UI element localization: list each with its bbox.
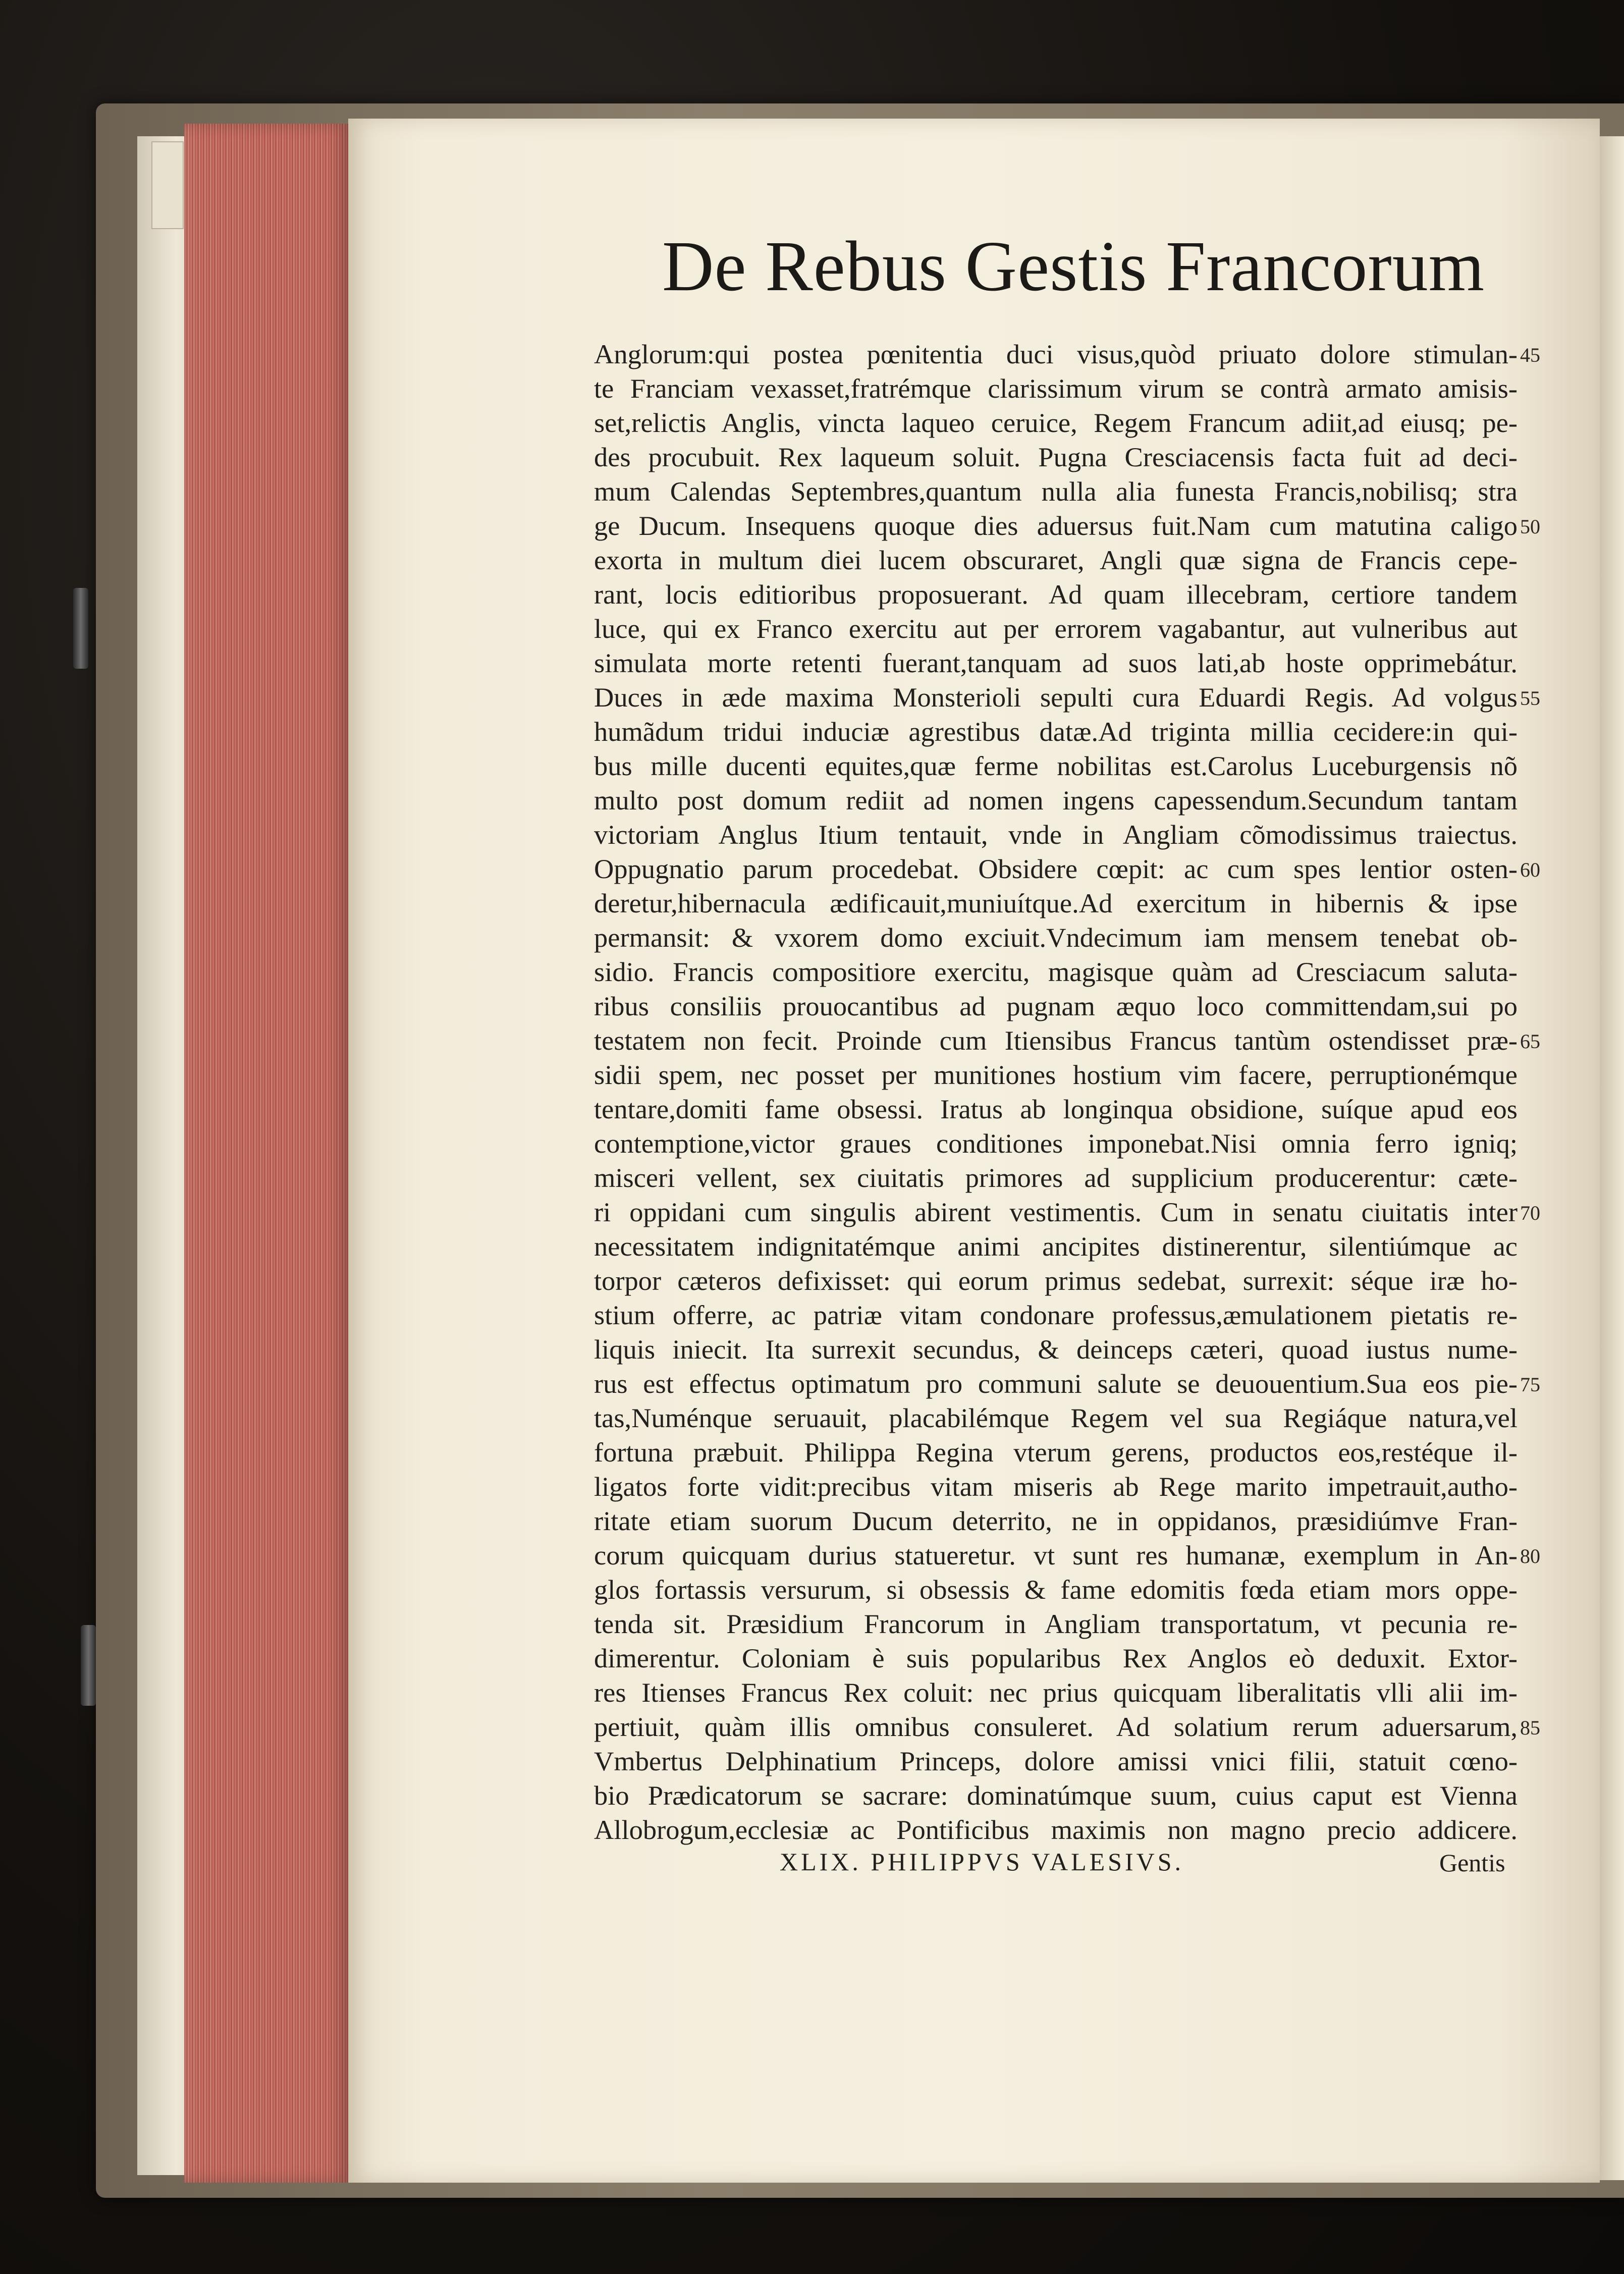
text-line: deretur,hibernacula ædificauit,muniuítque.Ad exercitum in hibernis & ipse <box>594 888 1518 918</box>
page-title: De Rebus Gestis Francorum <box>662 226 1485 306</box>
endpaper-tab <box>151 141 184 229</box>
text-line: luce, qui ex Franco exercitu aut per errorem vagabantur, aut vulneribus aut <box>594 613 1518 644</box>
text-line: set,relictis Anglis, vincta laqueo ceruice, Regem Francum adiit,ad eiusq; pe- <box>594 407 1518 438</box>
main-text <box>594 337 1518 1847</box>
text-line: Oppugnatio parum procedebat. Obsidere cœpit: ac cum spes lentior osten- <box>594 853 1518 884</box>
margin-line-number: 75 <box>1520 1373 1540 1396</box>
text-line: ge Ducum. Insequens quoque dies aduersus fuit.Nam cum matutina caligo <box>594 510 1518 541</box>
text-line: stium offerre, ac patriæ vitam condonare professus,æmulationem pietatis re- <box>594 1300 1518 1330</box>
text-line: misceri vellent, sex ciuitatis primores ad supplicium producerentur: cæte- <box>594 1162 1518 1193</box>
margin-line-number: 85 <box>1520 1716 1540 1739</box>
text-line: permansit: & vxorem domo exciuit.Vndecimum iam mensem tenebat ob- <box>594 922 1518 953</box>
text-line: simulata morte retenti fuerant,tanquam ad suos lati,ab hoste opprimebátur. <box>594 647 1518 678</box>
text-line: exorta in multum diei lucem obscuraret, Angli quæ signa de Francis cepe- <box>594 545 1518 575</box>
text-line: Anglorum:qui postea pœnitentia duci visus,quòd priuato dolore stimulan- <box>594 339 1518 369</box>
text-line: rus est effectus optimatum pro communi salute se deuouentium.Sua eos pie- <box>594 1368 1518 1399</box>
text-line: te Franciam vexasset,fratrémque clarissimum virum se contrà armato amisis- <box>594 373 1518 404</box>
margin-line-number: 55 <box>1520 687 1540 710</box>
text-line: Allobrogum,ecclesiæ ac Pontificibus maximis non magno precio addicere. <box>594 1814 1518 1845</box>
text-line: tenda sit. Præsidium Francorum in Angliam transportatum, vt pecunia re- <box>594 1608 1518 1639</box>
text-line: dimerentur. Coloniam è suis popularibus Rex Anglos eò deduxit. Extor- <box>594 1643 1518 1673</box>
margin-line-number: 50 <box>1520 515 1540 538</box>
text-line: glos fortassis versurum, si obsessis & fame edomitis fœda etiam mors oppe- <box>594 1574 1518 1605</box>
text-line: ligatos forte vidit:precibus vitam miseris ab Rege marito impetrauit,autho- <box>594 1471 1518 1502</box>
margin-line-number: 70 <box>1520 1202 1540 1224</box>
text-line: corum quicquam durius statueretur. vt sunt res humanæ, exemplum in An- <box>594 1540 1518 1571</box>
text-line: Duces in æde maxima Monsterioli sepulti cura Eduardi Regis. Ad volgus <box>594 682 1518 713</box>
text-line: contemptione,victor graues conditiones imponebat.Nisi omnia ferro igniq; <box>594 1128 1518 1159</box>
text-line: bus mille ducenti equites,quæ ferme nobilitas est.Carolus Luceburgensis nõ <box>594 750 1518 781</box>
text-line: bio Prædicatorum se sacrare: dominatúmque suum, cuius caput est Vienna <box>594 1780 1518 1811</box>
red-fore-edge <box>184 124 351 2183</box>
margin-line-number: 60 <box>1520 858 1540 881</box>
text-line: multo post domum rediit ad nomen ingens capessendum.Secundum tantam <box>594 785 1518 816</box>
text-line: pertiuit, quàm illis omnibus consuleret. Ad solatium rerum aduersarum, <box>594 1711 1518 1742</box>
text-line: torpor cæteros defixisset: qui eorum primus sedebat, surrexit: séque iræ ho- <box>594 1265 1518 1296</box>
margin-line-number: 80 <box>1520 1545 1540 1567</box>
facing-page-edge <box>1600 136 1624 2180</box>
text-line: victoriam Anglus Itium tentauit, vnde in Angliam cõmodissimus traiectus. <box>594 819 1518 850</box>
margin-line-number: 65 <box>1520 1030 1540 1053</box>
clasp-lower <box>81 1625 96 1706</box>
text-line: fortuna præbuit. Philippa Regina vterum gerens, productos eos,restéque il- <box>594 1437 1518 1468</box>
running-foot: XLIX. PHILIPPVS VALESIVS. <box>780 1848 1184 1876</box>
text-line: tas,Numénque seruauit, placabilémque Regem vel sua Regiáque natura,vel <box>594 1402 1518 1433</box>
text-line: necessitatem indignitatémque animi ancipites distinerentur, silentiúmque ac <box>594 1231 1518 1262</box>
text-line: res Itienses Francus Rex coluit: nec prius quicquam liberalitatis vlli alii im- <box>594 1677 1518 1708</box>
text-line: rant, locis editioribus proposuerant. Ad quam illecebram, certiore tandem <box>594 579 1518 610</box>
margin-line-number: 45 <box>1520 344 1540 366</box>
text-line: ritate etiam suorum Ducum deterrito, ne in oppidanos, præsidiúmve Fran- <box>594 1505 1518 1536</box>
catchword: Gentis <box>1439 1849 1505 1877</box>
text-line: ri oppidani cum singulis abirent vestimentis. Cum in senatu ciuitatis inter <box>594 1197 1518 1227</box>
text-line: testatem non fecit. Proinde cum Itiensibus Francus tantùm ostendisset præ- <box>594 1025 1518 1056</box>
text-line: sidio. Francis compositiore exercitu, magisque quàm ad Cresciacum saluta- <box>594 956 1518 987</box>
clasp-upper <box>73 588 88 669</box>
text-line: tentare,domiti fame obsessi. Iratus ab longinqua obsidione, suíque apud eos <box>594 1094 1518 1124</box>
text-line: sidii spem, nec posset per munitiones hostium vim facere, perruptionémque <box>594 1059 1518 1090</box>
text-line: humãdum tridui induciæ agrestibus datæ.Ad triginta millia cecidere:in qui- <box>594 716 1518 747</box>
text-line: liquis iniecit. Ita surrexit secundus, & deinceps cæteri, quoad iustus nume- <box>594 1334 1518 1365</box>
text-line: des procubuit. Rex laqueum soluit. Pugna Cresciacensis facta fuit ad deci- <box>594 442 1518 472</box>
text-line: ribus consiliis prouocantibus ad pugnam æquo loco committendam,sui po <box>594 991 1518 1021</box>
text-line: Vmbertus Delphinatium Princeps, dolore amissi vnici filii, statuit cœno- <box>594 1746 1518 1776</box>
text-line: mum Calendas Septembres,quantum nulla alia funesta Francis,nobilisq; stra <box>594 476 1518 507</box>
